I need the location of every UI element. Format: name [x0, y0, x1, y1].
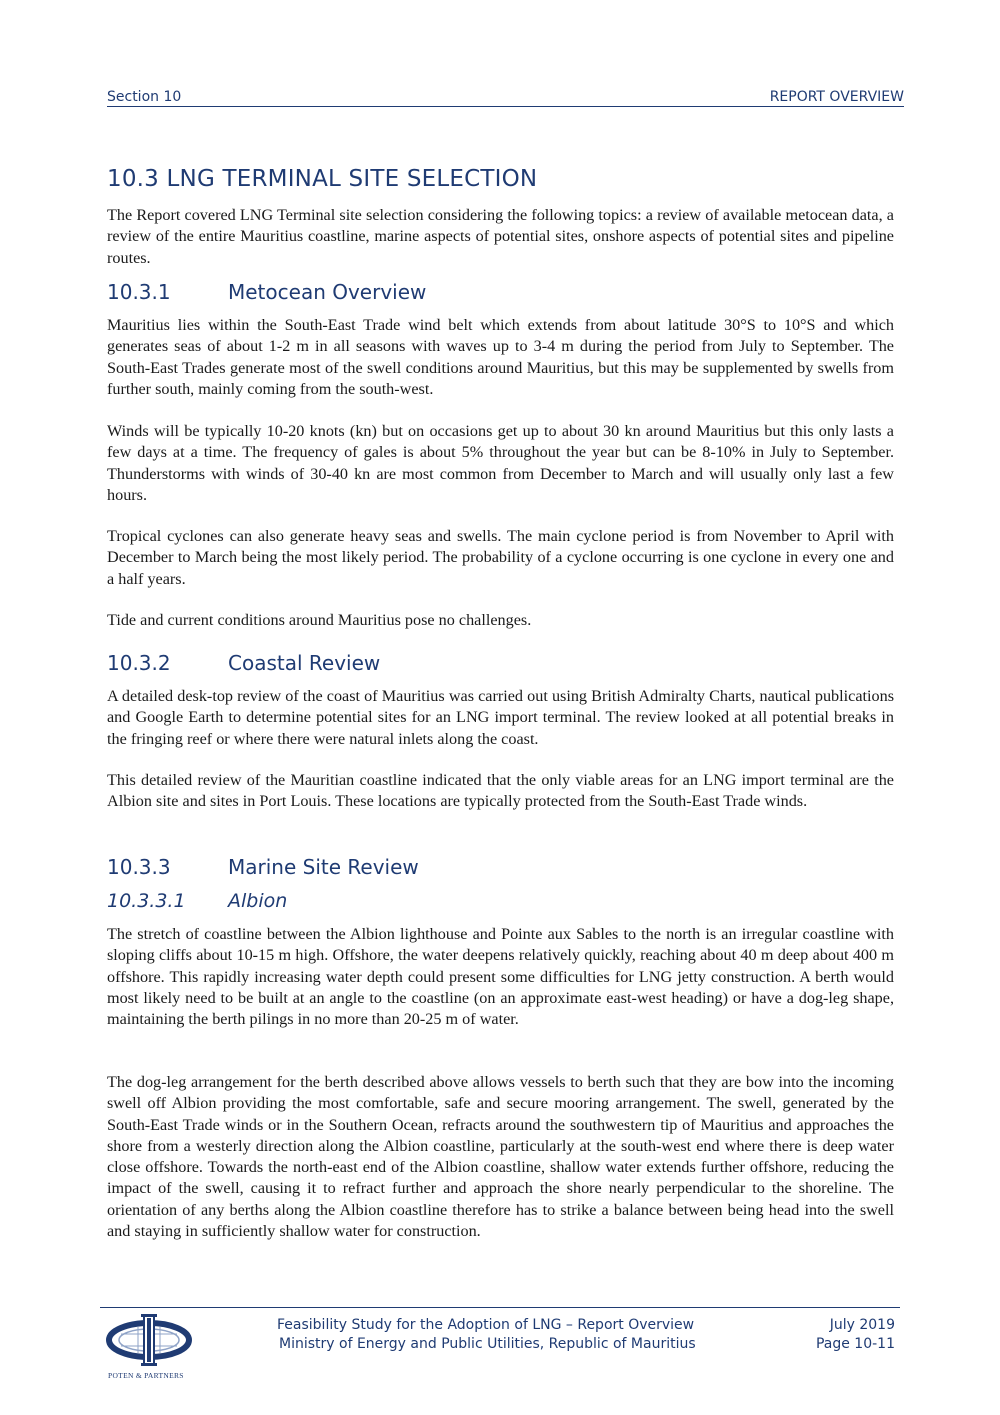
- metocean-title: Metocean Overview: [228, 280, 427, 304]
- footer-ministry: Ministry of Energy and Public Utilities, Republic of Mauritius: [279, 1336, 696, 1352]
- metocean-heading: [107, 280, 426, 304]
- metocean-paragraph-1: Mauritius lies within the South-East Trade wind belt which extends from about latitude 30°S to 10°S and which generates seas of about 1-2 m in all seasons with waves up to 3-4 m during the period from July to September. The South-East Trades generate most of the swell conditions around Mauritius, but this may be supplemented by swells from further south, mainly coming from the south-west.: [107, 316, 894, 398]
- albion-paragraph-1: The stretch of coastline between the Albion lighthouse and Pointe aux Sables to the north is an irregular coastline with sloping cliffs about 10-15 m high. Offshore, the water deepens relatively quickly, reaching about 40 m deep about 400 m offshore. This rapidly increasing water depth could present some difficulties for LNG jetty construction. A berth would most likely need to be built at an angle to the coastline (on an approximate east-west heading) or have a dog-leg shape, maintaining the berth pilings in no more than 20-25 m of water.: [107, 925, 894, 1029]
- albion-number: 10.3.3.1: [107, 890, 186, 912]
- header-divider: [107, 106, 904, 107]
- albion-title: Albion: [228, 890, 288, 912]
- marine-number: 10.3.3: [107, 855, 171, 879]
- header-title: REPORT OVERVIEW: [769, 89, 904, 105]
- metocean-paragraph-3: Tropical cyclones can also generate heavy seas and swells. The main cyclone period is from November to April with December to March being the most likely period. The probability of a cyclone occurring is one cyclone in every one and a half years.: [107, 527, 894, 588]
- marine-title: Marine Site Review: [228, 855, 419, 879]
- logo-text: POTEN & PARTNERS: [108, 1371, 184, 1380]
- albion-heading: [107, 890, 287, 912]
- section-intro: The Report covered LNG Terminal site selection considering the following topics: a review of available metocean data, a review of the entire Mauritius coastline, marine aspects of potential sites, onshore aspects of potential sites and pipeline routes.: [107, 206, 894, 267]
- coastal-number: 10.3.2: [107, 651, 171, 675]
- coastal-paragraph-2: This detailed review of the Mauritian coastline indicated that the only viable areas for an LNG import terminal are the Albion site and sites in Port Louis. These locations are typically protected from the South-East Trade winds.: [107, 771, 894, 811]
- header-section-label: Section 10: [107, 89, 182, 105]
- coastal-heading: [107, 651, 380, 675]
- marine-heading: [107, 855, 419, 879]
- albion-paragraph-2: The dog-leg arrangement for the berth described above allows vessels to berth such that they are bow into the incoming swell off Albion providing the most comfortable, safe and secure mooring arrangement. The swell, generated by the South-East Trade winds or in the Southern Ocean, refracts around the southwestern tip of Mauritius and approaches the shore from a westerly direction along the Albion coastline, particularly at the south-west end where there is deep water close offshore. Towards the north-east end of the Albion coastline, shallow water extends further offshore, reducing the impact of the swell, causing it to refract further and approach the shore nearly perpendicular to the shoreline. The orientation of any berths along the Albion coastline therefore has to strike a balance between being head into the swell and staying in sufficiently shallow water for construction.: [107, 1073, 894, 1241]
- coastal-paragraph-1: A detailed desk-top review of the coast of Mauritius was carried out using British Admiralty Charts, nautical publications and Google Earth to determine potential sites for an LNG import terminal. The review looked at all potential breaks in the fringing reef or where there were natural inlets along the coast.: [107, 687, 894, 748]
- metocean-paragraph-2: Winds will be typically 10-20 knots (kn) but on occasions get up to about 30 kn around Mauritius but this only lasts a few days at a time. The frequency of gales is about 5% throughout the year but can be 8-10% in July to September. Thunderstorms with winds of 30-40 kn are most common from December to March and will usually only last a few hours.: [107, 422, 894, 504]
- footer-date: July 2019: [829, 1317, 895, 1333]
- section-heading: [107, 166, 537, 192]
- section-number: 10.3: [107, 166, 160, 192]
- metocean-paragraph-4: Tide and current conditions around Mauritius pose no challenges.: [107, 611, 532, 629]
- footer-study-title: Feasibility Study for the Adoption of LNG – Report Overview: [277, 1317, 695, 1333]
- coastal-title: Coastal Review: [228, 651, 381, 675]
- footer-page-number: Page 10-11: [815, 1336, 895, 1352]
- section-title: LNG TERMINAL SITE SELECTION: [166, 166, 538, 192]
- footer-divider: [100, 1307, 900, 1308]
- metocean-number: 10.3.1: [107, 280, 171, 304]
